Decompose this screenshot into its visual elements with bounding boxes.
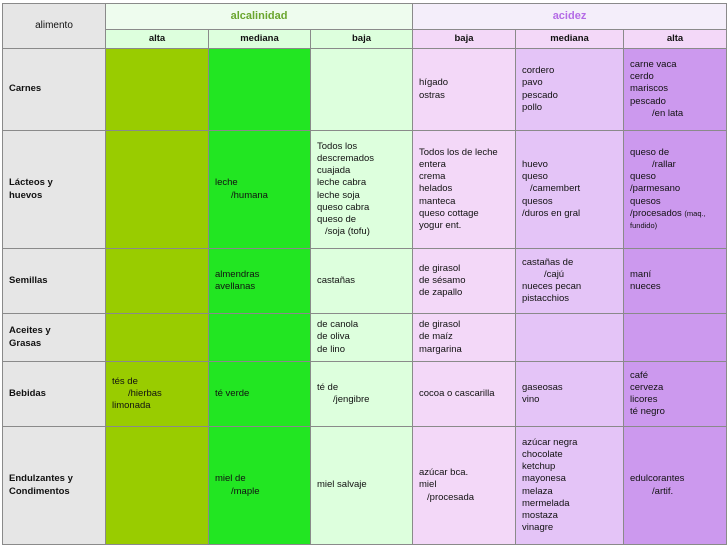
table-row bbox=[3, 427, 727, 545]
cell-alk-mediana: té verde bbox=[209, 362, 311, 427]
cell-acid-alta: edulcorantes /artif. bbox=[624, 427, 727, 545]
cell-alk-mediana: leche /humana bbox=[209, 131, 311, 249]
subheader-alk-mediana: mediana bbox=[209, 30, 311, 49]
cell-alk-baja: miel salvaje bbox=[311, 427, 413, 545]
cell-alk-alta bbox=[106, 49, 209, 131]
cell-alk-alta bbox=[106, 131, 209, 249]
row-label: Semillas bbox=[3, 249, 106, 314]
cell-acid-baja: hígado ostras bbox=[413, 49, 516, 131]
cell-acid-mediana: cordero pavo pescado pollo bbox=[516, 49, 624, 131]
cell-acid-mediana: gaseosas vino bbox=[516, 362, 624, 427]
cell-alk-baja: té de /jengibre bbox=[311, 362, 413, 427]
subheader-acid-mediana: mediana bbox=[516, 30, 624, 49]
table-row bbox=[3, 249, 727, 314]
subheader-acid-baja: baja bbox=[413, 30, 516, 49]
cell-acid-mediana: castañas de /cajú nueces pecan pistacchios bbox=[516, 249, 624, 314]
table-row bbox=[3, 49, 727, 131]
food-ph-table bbox=[2, 3, 727, 545]
cell-acid-alta bbox=[624, 314, 727, 362]
row-label: Carnes bbox=[3, 49, 106, 131]
subheader-acid-alta: alta bbox=[624, 30, 727, 49]
cell-alk-mediana bbox=[209, 49, 311, 131]
cell-acid-mediana: huevo queso /camembert quesos /duros en gral bbox=[516, 131, 624, 249]
cell-acid-baja: cocoa o cascarilla bbox=[413, 362, 516, 427]
cell-acid-baja: de girasol de maíz margarina bbox=[413, 314, 516, 362]
cell-alk-baja bbox=[311, 49, 413, 131]
cell-acid-alta: queso de /rallar queso /parmesano quesos /procesados (maq., fundido) bbox=[624, 131, 727, 249]
cell-alk-baja: castañas bbox=[311, 249, 413, 314]
cell-alk-alta bbox=[106, 249, 209, 314]
row-label: Aceites y Grasas bbox=[3, 314, 106, 362]
cell-acid-mediana: azúcar negra chocolate ketchup mayonesa melaza mermelada mostaza vinagre bbox=[516, 427, 624, 545]
row-label: Lácteos y huevos bbox=[3, 131, 106, 249]
table-row bbox=[3, 131, 727, 249]
subheader-alk-alta: alta bbox=[106, 30, 209, 49]
cell-alk-alta bbox=[106, 427, 209, 545]
header-acidez: acidez bbox=[413, 4, 727, 30]
table-row bbox=[3, 314, 727, 362]
cell-acid-alta: carne vaca cerdo mariscos pescado /en lata bbox=[624, 49, 727, 131]
row-label: Endulzantes y Condimentos bbox=[3, 427, 106, 545]
cell-alk-baja: Todos los descremados cuajada leche cabra leche soja queso cabra queso de /soja (tofu) bbox=[311, 131, 413, 249]
cell-acid-alta: maní nueces bbox=[624, 249, 727, 314]
cell-acid-alta: café cerveza licores té negro bbox=[624, 362, 727, 427]
cell-alk-baja: de canola de oliva de lino bbox=[311, 314, 413, 362]
header-alimento: alimento bbox=[3, 4, 106, 49]
subheader-alk-baja: baja bbox=[311, 30, 413, 49]
row-label: Bebidas bbox=[3, 362, 106, 427]
cell-acid-baja: Todos los de leche entera crema helados manteca queso cottage yogur ent. bbox=[413, 131, 516, 249]
table-row bbox=[3, 362, 727, 427]
cell-alk-alta: tés de /hierbas limonada bbox=[106, 362, 209, 427]
cell-alk-mediana: almendras avellanas bbox=[209, 249, 311, 314]
cell-alk-mediana: miel de /maple bbox=[209, 427, 311, 545]
cell-acid-baja: azúcar bca. miel /procesada bbox=[413, 427, 516, 545]
cell-alk-mediana bbox=[209, 314, 311, 362]
cell-acid-mediana bbox=[516, 314, 624, 362]
header-alcalinidad: alcalinidad bbox=[106, 4, 413, 30]
cell-acid-baja: de girasol de sésamo de zapallo bbox=[413, 249, 516, 314]
cell-alk-alta bbox=[106, 314, 209, 362]
